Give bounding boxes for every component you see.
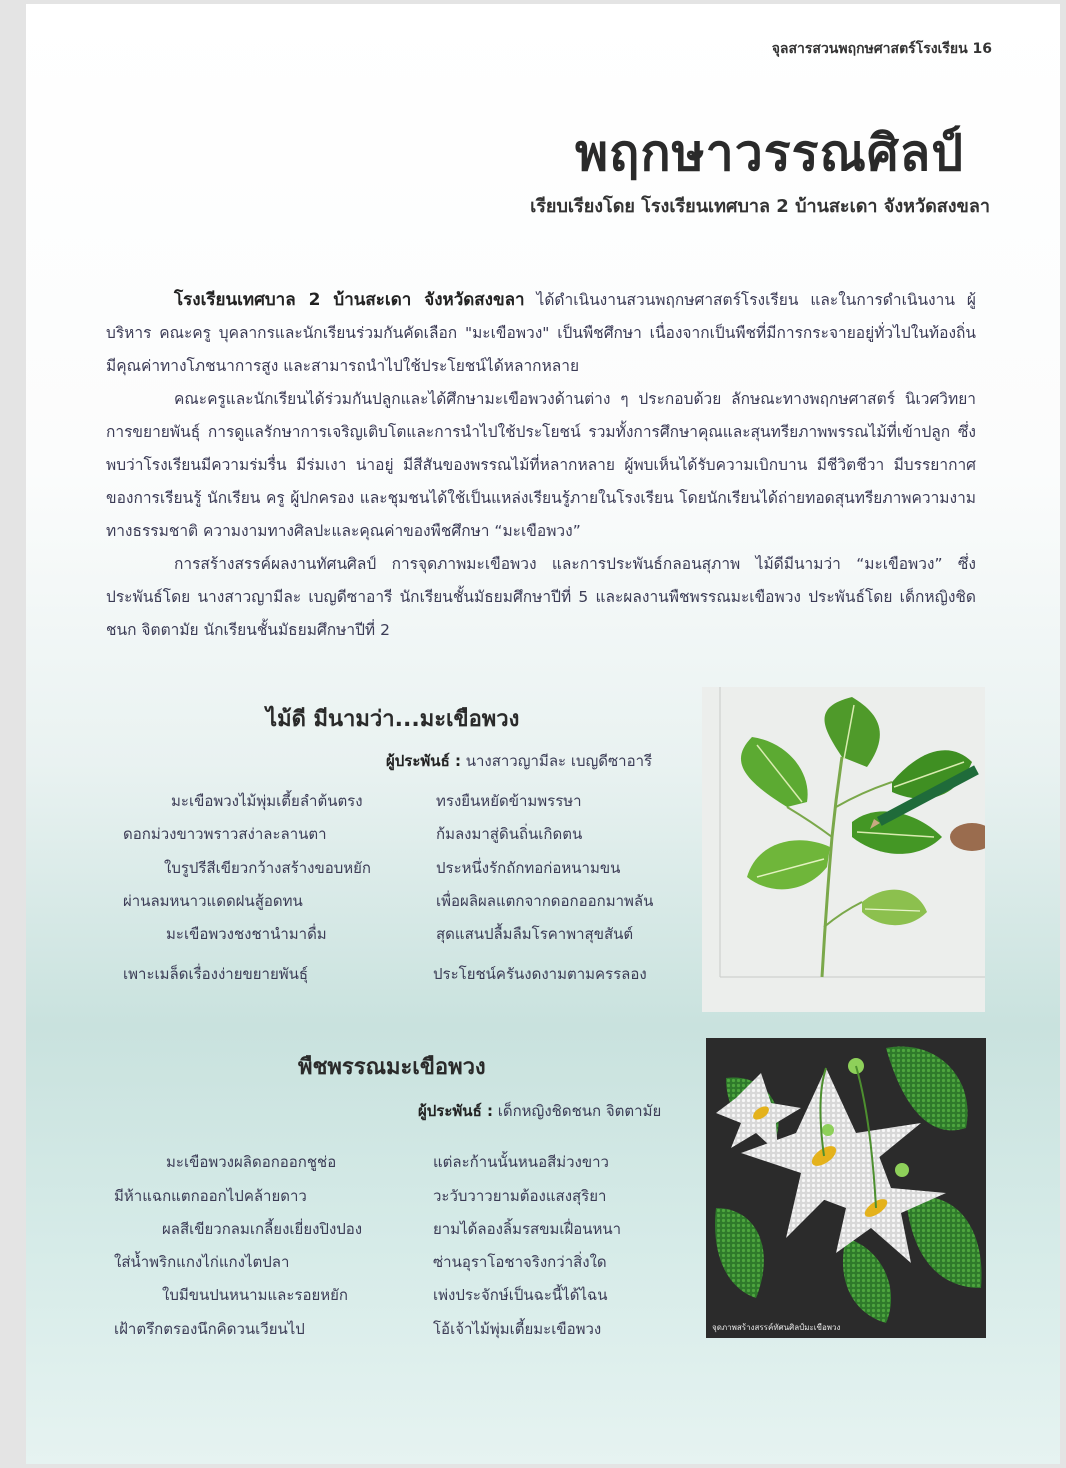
intro-paragraph-1-text: ได้ดำเนินงานสวนพฤกษศาสตร์โรงเรียน และในการดำเนินงาน ผู้บริหาร คณะครู บุคลากรและนักเรียนร่วมกันคัดเลือก "มะเขือพวง" เป็นพืชศึกษา เนื่องจากเป็นพืชที่มีการกระจายอยู่ทั่วไปในท้องถิ่น มีคุณค่าทางโภชนาการสูง และสามารถนำไปใช้ประโยชน์ได้หลากหลาย [106, 291, 976, 375]
poem-1-line: มะเขือพวงไม้พุ่มเตี้ยลำต้นตรง [171, 792, 363, 810]
poem-1-line: ก้มลงมาสู่ดินถิ่นเกิดตน [436, 825, 583, 843]
newsletter-page [26, 4, 1060, 1464]
poem-1-title: ไม้ดี มีนามว่า...มะเขือพวง [266, 707, 520, 732]
page-header: จุลสารสวนพฤกษศาสตร์โรงเรียน 16 [771, 41, 992, 57]
author-name: นางสาวญามีละ เบญดีซาอารี [460, 752, 653, 770]
intro-paragraph-3: การสร้างสรรค์ผลงานทัศนศิลป์ การจุดภาพมะเขือพวง และการประพันธ์กลอนสุภาพ ไม้ดีมีนามว่า “มะเขือพวง” ซึ่งประพันธ์โดย นางสาวญามีละ เบญดีซาอารี นักเรียนชั้นมัธยมศึกษาปีที่ 5 และผลงานพืชพรรณมะเขือพวง ประพันธ์โดย เด็กหญิงชิดชนก จิตตามัย นักเรียนชั้นมัธยมศึกษาปีที่ 2 [106, 555, 976, 639]
poem-2-author [418, 1099, 661, 1123]
poem-2-line: โอ้เจ้าไม้พุ่มเตี้ยมะเขือพวง [433, 1320, 602, 1338]
poem-2-line: แต่ละก้านนั้นหนอสีม่วงขาว [433, 1153, 609, 1171]
poem-2-line: เพ่งประจักษ์เป็นฉะนี้ได้ไฉน [433, 1286, 608, 1304]
poem-2-line: ใบมีขนปนหนามและรอยหยัก [162, 1286, 348, 1304]
poem-2-line: ซ่านอุราโอชาจริงกว่าสิ่งใด [433, 1253, 607, 1271]
poem-1-author [386, 749, 652, 773]
author-name: เด็กหญิงชิดชนก จิตตามัย [492, 1102, 662, 1120]
poem-2-line: ผลสีเขียวกลมเกลี้ยงเยี่ยงปิงปอง [162, 1220, 363, 1238]
poem-2-line: วะวับวาวยามต้องแสงสุริยา [433, 1187, 607, 1205]
poem-1-line: สุดแสนปลื้มลืมโรคาพาสุขสันต์ [436, 925, 634, 943]
poem-1-line: ประโยชน์ครันงดงามตามครรลอง [433, 965, 647, 983]
poem-2-line: มะเขือพวงผลิดอกออกชูช่อ [166, 1153, 337, 1171]
byline: เรียบเรียงโดย โรงเรียนเทศบาล 2 บ้านสะเดา จังหวัดสงขลา [530, 196, 990, 217]
poem-1-line: ใบรูปรีสีเขียวกว้างสร้างขอบหยัก [164, 859, 371, 877]
poem-2-line: ยามได้ลองลิ้มรสขมเฝื่อนหนา [433, 1220, 622, 1238]
poem-1-line: ผ่านลมหนาวแดดฝนสู้อดทน [123, 892, 303, 910]
intro-text [106, 284, 976, 647]
artwork-caption: จุดภาพสร้างสรรค์ทัศนศิลป์มะเขือพวง [712, 1323, 841, 1332]
poem-2-line: มีห้าแฉกแตกออกไปคล้ายดาว [114, 1187, 307, 1205]
poem-2-title: พืชพรรณมะเขือพวง [298, 1055, 486, 1080]
author-label: ผู้ประพันธ์ : [386, 752, 461, 770]
school-name-lead: โรงเรียนเทศบาล 2 บ้านสะเดา จังหวัดสงขลา [174, 290, 525, 310]
page-title: พฤกษาวรรณศิลป์ [575, 124, 964, 182]
poem-2-line: เฝ้าตรึกตรองนึกคิดวนเวียนไป [114, 1320, 305, 1338]
leaf-drawing-photo [702, 687, 985, 1012]
poem-1-line: ประหนึ่งรักถักทอก่อหนามขน [436, 859, 621, 877]
poem-1-line: ทรงยืนหยัดข้ามพรรษา [436, 792, 582, 810]
poem-1-line: เพาะเมล็ดเรื่องง่ายขยายพันธุ์ [123, 965, 309, 983]
poem-1-line: เพื่อผลิผลแตกจากดอกออกมาพลัน [436, 892, 654, 910]
poem-2-line: ใส่น้ำพริกแกงไก่แกงไตปลา [114, 1253, 290, 1271]
poem-1-line: ดอกม่วงขาวพราวสง่าละลานตา [123, 825, 327, 843]
intro-paragraph-1 [106, 284, 976, 383]
dot-painting-image [706, 1038, 986, 1338]
poem-1-line: มะเขือพวงชงชานำมาดื่ม [166, 925, 327, 943]
intro-paragraph-2: คณะครูและนักเรียนได้ร่วมกันปลูกและได้ศึกษามะเขือพวงด้านต่าง ๆ ประกอบด้วย ลักษณะทางพฤกษศาสตร์ นิเวศวิทยา การขยายพันธุ์ การดูแลรักษาการเจริญเติบโตและการนำไปใช้ประโยชน์ รวมทั้งการศึกษาคุณและสุนทรียภาพพรรณไม้ที่เข้าปลูก ซึ่งพบว่าโรงเรียนมีความร่มรื่น มีร่มเงา น่าอยู่ มีสีสันของพรรณไม้ที่หลากหลาย ผู้พบเห็นได้รับความเบิกบาน มีชีวิตชีวา มีบรรยากาศของการเรียนรู้ นักเรียน ครู ผู้ปกครอง และชุมชนได้ใช้เป็นแหล่งเรียนรู้ภายในโรงเรียน โดยนักเรียนได้ถ่ายทอดสุนทรียภาพความงามทางธรรมชาติ ความงามทางศิลปะและคุณค่าของพืชศึกษา “มะเขือพวง” [106, 390, 976, 540]
leaf-drawing-image [702, 687, 985, 1012]
dot-painting-photo [706, 1038, 986, 1338]
author-label: ผู้ประพันธ์ : [418, 1102, 493, 1120]
